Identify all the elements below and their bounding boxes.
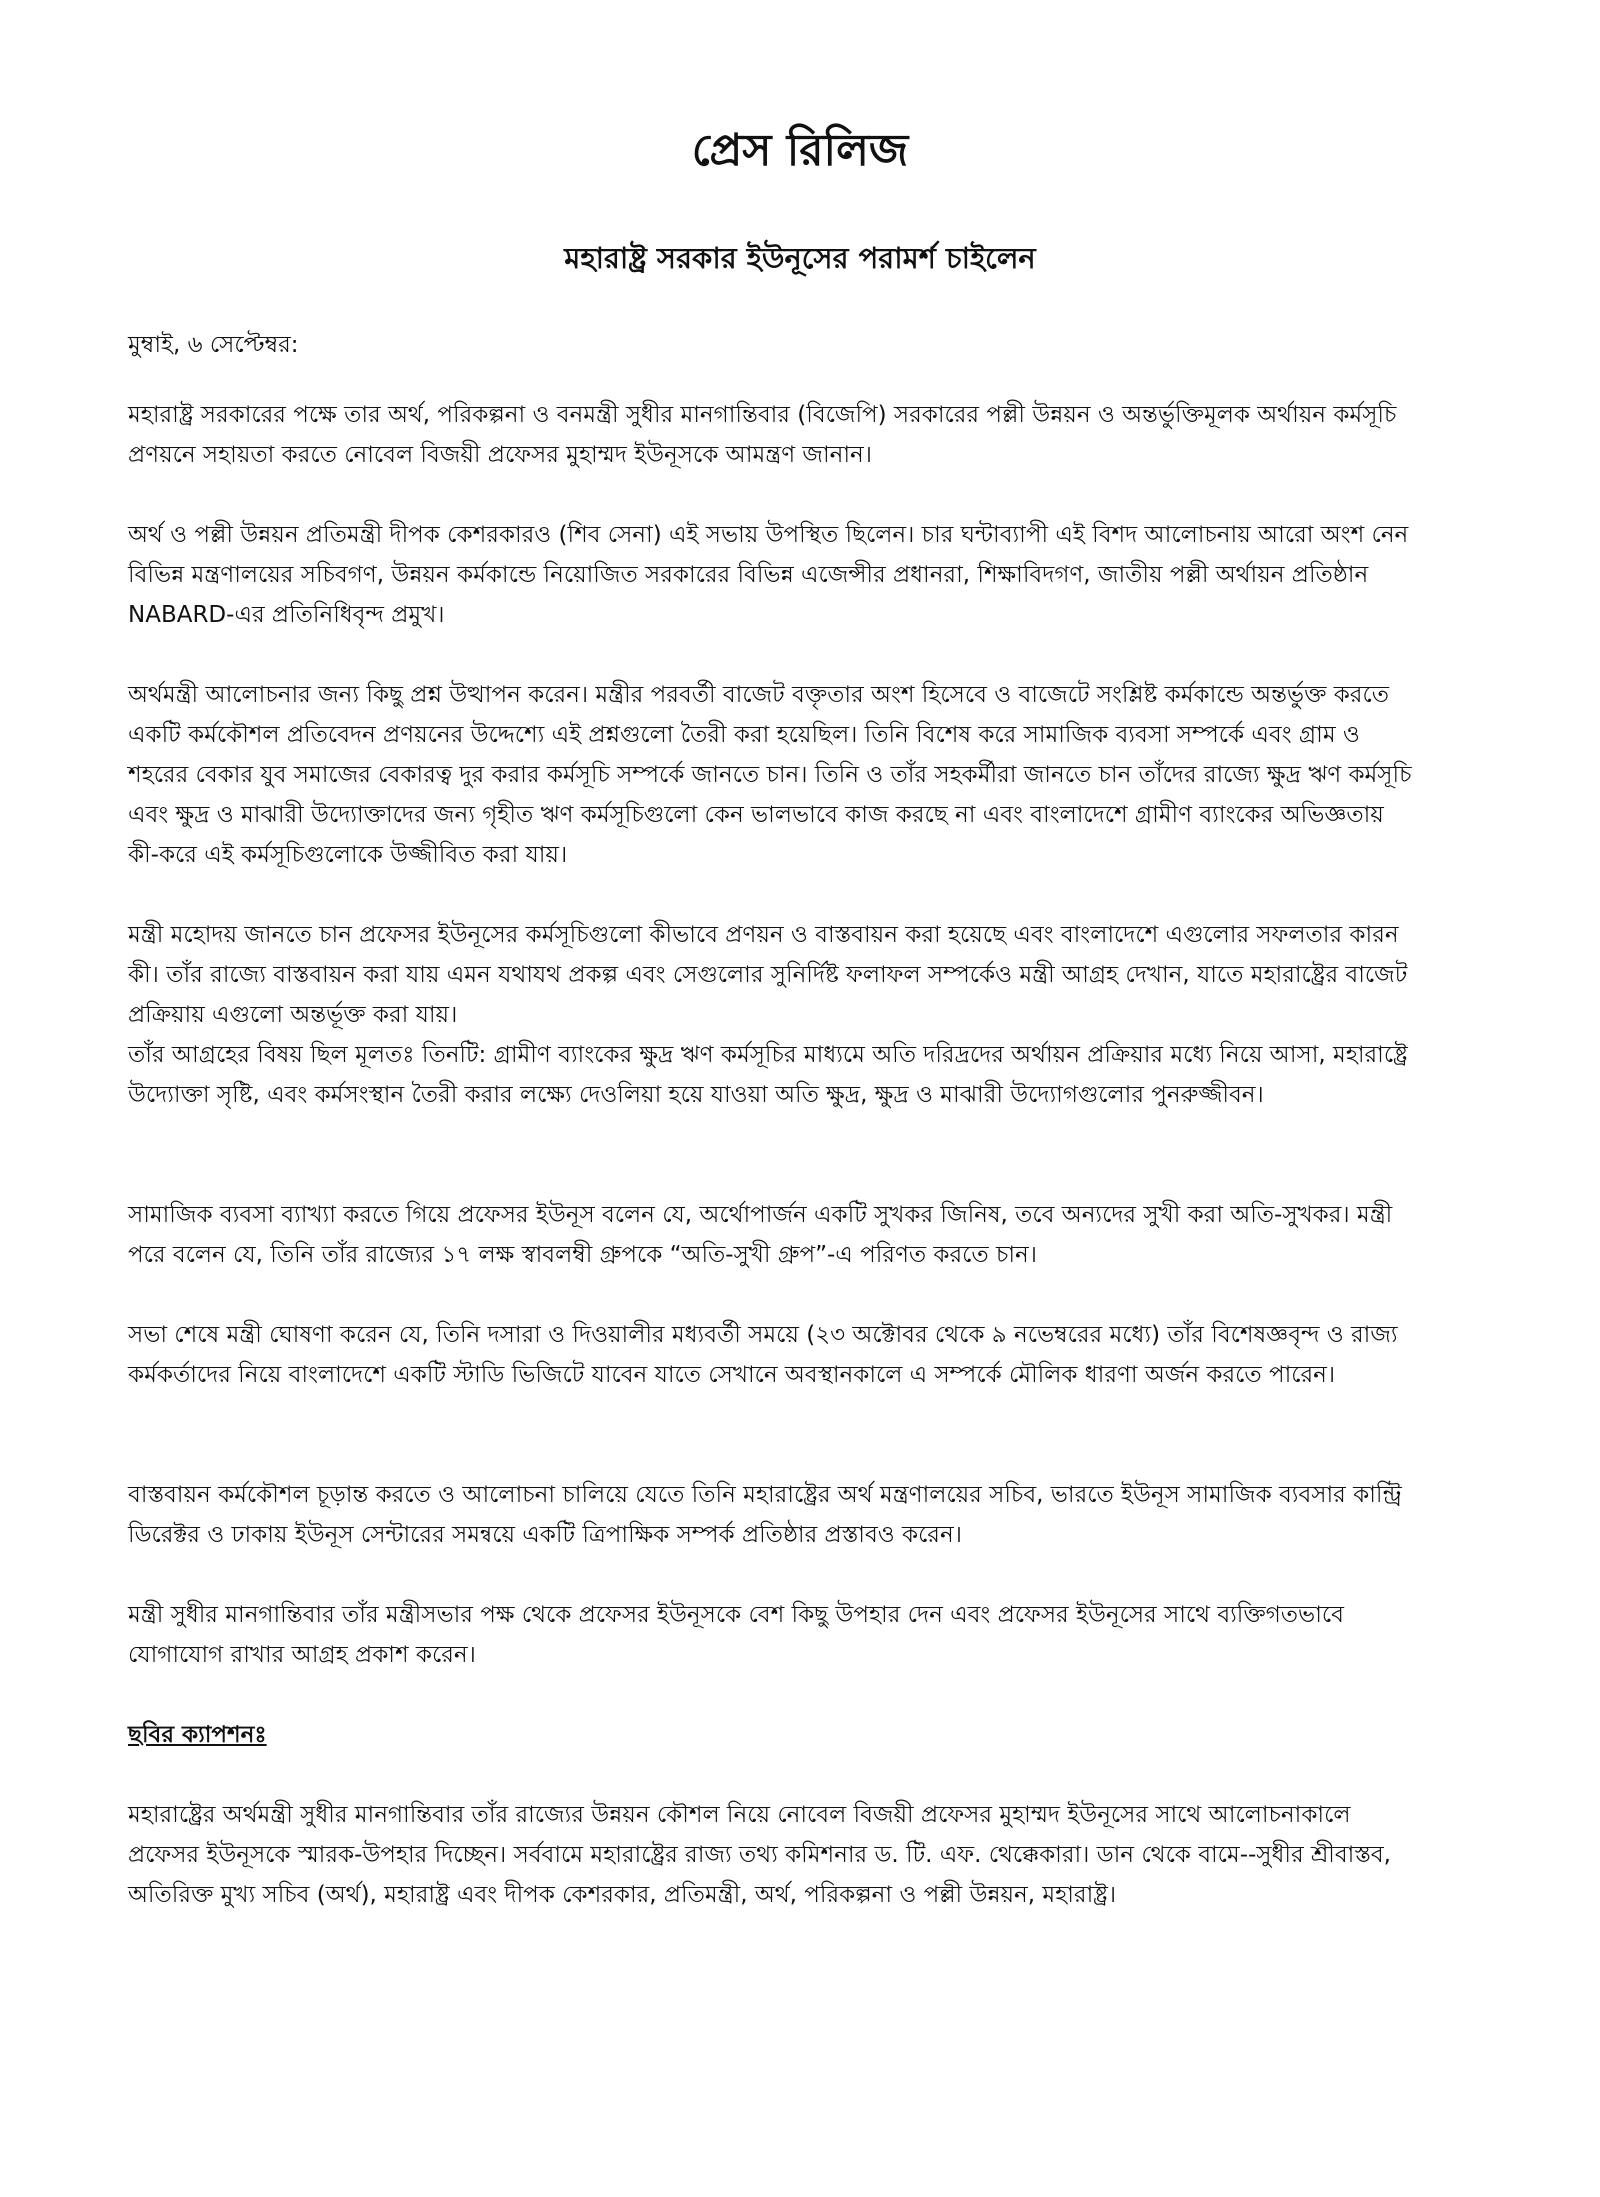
paragraph-5: তাঁর আগ্রহের বিষয় ছিল মূলতঃ তিনটি: গ্রামীণ ব্যাংকের ক্ষুদ্র ঋণ কর্মসূচির মাধ্যমে অতি দরিদ্রদের অর্থায়ন প্রক্রিয়ার মধ্যে নিয়ে আসা, মহারাষ্ট্রে উদ্যোক্তা সৃষ্টি, এবং কর্মসংস্থান তৈরী করার লক্ষ্যে দেওলিয়া হয়ে যাওয়া অতি ক্ষুদ্র, ক্ষুদ্র ও মাঝারী উদ্যোগগুলোর পুনরুজ্জীবন। [128,1042,1408,1108]
paragraph-8: বাস্তবায়ন কর্মকৌশল চূড়ান্ত করতে ও আলোচনা চালিয়ে যেতে তিনি মহারাষ্ট্রের অর্থ মন্ত্রণালয়ের সচিব, ভারতে ইউনূস সামাজিক ব্যবসার কান্ট্রি ডিরেক্টর ও ঢাকায় ইউনূস সেন্টারের সমন্বয়ে একটি ত্রিপাক্ষিক সম্পর্ক প্রতিষ্ঠার প্রস্তাবও করেন। [128,1482,1402,1548]
paragraph-9: মন্ত্রী সুধীর মানগান্তিবার তাঁর মন্ত্রীসভার পক্ষ থেকে প্রফেসর ইউনূসকে বেশ কিছু উপহার দেন এবং প্রফেসর ইউনূসের সাথে ব্যক্তিগতভাবে যোগাযোগ রাখার আগ্রহ প্রকাশ করেন। [128,1602,1344,1668]
caption-heading: ছবির ক্যাপশনঃ [128,1722,267,1748]
paragraph-1: মহারাষ্ট্র সরকারের পক্ষে তার অর্থ, পরিকল্পনা ও বনমন্ত্রী সুধীর মানগান্তিবার (বিজেপি) সরকারের পল্লী উন্নয়ন ও অন্তর্ভুক্তিমূলক অর্থায়ন কর্মসূচি প্রণয়নে সহায়তা করতে নোবেল বিজয়ী প্রফেসর মুহাম্মদ ইউনূসকে আমন্ত্রণ জানান। [128,402,1397,468]
paragraph-6: সামাজিক ব্যবসা ব্যাখ্যা করতে গিয়ে প্রফেসর ইউনূস বলেন যে, অর্থোপার্জন একটি সুখকর জিনিষ, তবে অন্যদের সুখী করা অতি-সুখকর। মন্ত্রী পরে বলেন যে, তিনি তাঁর রাজ্যের ১৭ লক্ষ স্বাবলম্বী গ্রুপকে “অতি-সুখী গ্রুপ”-এ পরিণত করতে চান। [128,1202,1393,1268]
document-title: প্রেস রিলিজ [691,125,909,176]
paragraph-4: মন্ত্রী মহোদয় জানতে চান প্রফেসর ইউনূসের কর্মসূচিগুলো কীভাবে প্রণয়ন ও বাস্তবায়ন করা হয়েছে এবং বাংলাদেশে এগুলোর সফলতার কারন কী। তাঁর রাজ্যে বাস্তবায়ন করা যায় এমন যথাযথ প্রকল্প এবং সেগুলোর সুনির্দিষ্ট ফলাফল সম্পর্কেও মন্ত্রী আগ্রহ দেখান, যাতে মহারাষ্ট্রের বাজেট প্রক্রিয়ায় এগুলো অন্তর্ভূক্ত করা যায়। [128,922,1408,1028]
paragraph-7: সভা শেষে মন্ত্রী ঘোষণা করেন যে, তিনি দসারা ও দিওয়ালীর মধ্যবর্তী সময়ে (২৩ অক্টোবর থেকে ৯ নভেম্বরের মধ্যে) তাঁর বিশেষজ্ঞবৃন্দ ও রাজ্য কর্মকর্তাদের নিয়ে বাংলাদেশে একটি স্টাডি ভিজিটে যাবেন যাতে সেখানে অবস্থানকালে এ সম্পর্কে মৌলিক ধারণা অর্জন করতে পারেন। [128,1322,1398,1388]
paragraph-3: অর্থমন্ত্রী আলোচনার জন্য কিছু প্রশ্ন উত্থাপন করেন। মন্ত্রীর পরবর্তী বাজেট বক্তৃতার অংশ হিসেবে ও বাজেটে সংশ্লিষ্ট কর্মকান্ডে অন্তর্ভুক্ত করতে একটি কর্মকৌশল প্রতিবেদন প্রণয়নের উদ্দেশ্যে এই প্রশ্নগুলো তৈরী করা হয়েছিল। তিনি বিশেষ করে সামাজিক ব্যবসা সম্পর্কে এবং গ্রাম ও শহরের বেকার যুব সমাজের বেকারত্ব দুর করার কর্মসূচি সম্পর্কে জানতে চান। তিনি ও তাঁর সহকর্মীরা জানতে চান তাঁদের রাজ্যে ক্ষুদ্র ঋণ কর্মসূচি এবং ক্ষুদ্র ও মাঝারী উদ্যোক্তাদের জন্য গৃহীত ঋণ কর্মসূচিগুলো কেন ভালভাবে কাজ করছে না এবং বাংলাদেশে গ্রামীণ ব্যাংকের অভিজ্ঞতায় কী-করে এই কর্মসূচিগুলোকে উজ্জীবিত করা যায়। [128,682,1412,868]
paragraph-2: অর্থ ও পল্লী উন্নয়ন প্রতিমন্ত্রী দীপক কেশরকারও (শিব সেনা) এই সভায় উপস্থিত ছিলেন। চার ঘন্টাব্যাপী এই বিশদ আলোচনায় আরো অংশ নেন বিভিন্ন মন্ত্রণালয়ের সচিবগণ, উন্নয়ন কর্মকান্ডে নিয়োজিত সরকারের বিভিন্ন এজেন্সীর প্রধানরা, শিক্ষাবিদগণ, জাতীয় পল্লী অর্থায়ন প্রতিষ্ঠান NABARD-এর প্রতিনিধিবৃন্দ প্রমুখ। [128,522,1409,628]
caption-text: মহারাষ্ট্রের অর্থমন্ত্রী সুধীর মানগান্তিবার তাঁর রাজ্যের উন্নয়ন কৌশল নিয়ে নোবেল বিজয়ী প্রফেসর মুহাম্মদ ইউনূসের সাথে আলোচনাকালে প্রফেসর ইউনূসকে স্মারক-উপহার দিচ্ছেন। সর্ববামে মহারাষ্ট্রের রাজ্য তথ্য কমিশনার ড. টি. এফ. থেক্কেকারা। ডান থেকে বামে--সুধীর শ্রীবাস্তব, অতিরিক্ত মুখ্য সচিব (অর্থ), মহারাষ্ট্র এবং দীপক কেশরকার, প্রতিমন্ত্রী, অর্থ, পরিকল্পনা ও পল্লী উন্নয়ন, মহারাষ্ট্র। [128,1802,1391,1908]
dateline: মুম্বাই, ৬ সেপ্টেম্বর: [128,332,299,358]
document-subtitle: মহারাষ্ট্র সরকার ইউনূসের পরামর্শ চাইলেন [564,241,1036,275]
